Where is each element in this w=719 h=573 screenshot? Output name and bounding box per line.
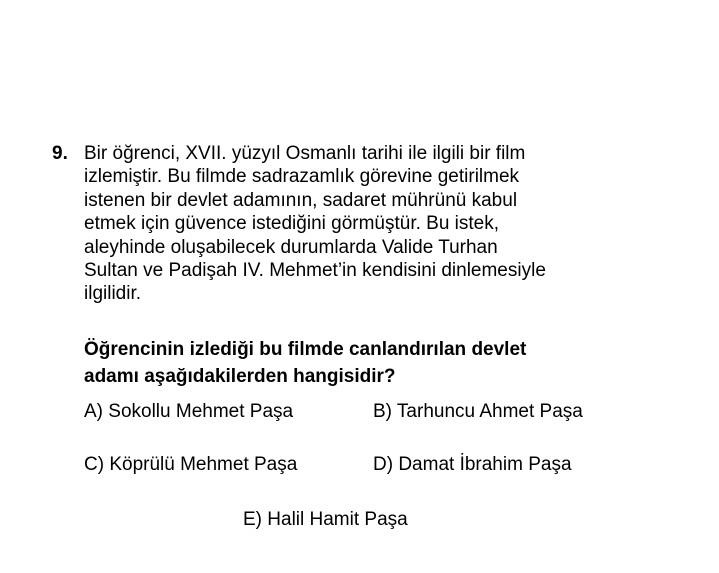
question-stem-line: Öğrencinin izlediği bu filmde canlandırılan devlet	[84, 339, 527, 360]
question-text-line: izlemiştir. Bu filmde sadrazamlık görevine getirilmek	[84, 166, 520, 188]
question-text-line: etmek için güvence istediğini görmüştür. Bu istek,	[84, 213, 500, 235]
question-text-line: ilgilidir.	[84, 283, 142, 305]
question-text	[84, 142, 674, 306]
question-stem-line: adamı aşağıdakilerden hangisidir?	[84, 366, 396, 387]
option-d[interactable]: D) Damat İbrahim Paşa	[373, 454, 572, 475]
question-text-line: aleyhinde oluşabilecek durumlarda Valide Turhan	[84, 236, 498, 258]
question-text-line: Bir öğrenci, XVII. yüzyıl Osmanlı tarihi ile ilgili bir film	[84, 143, 526, 164]
question-stem	[84, 336, 684, 390]
question-text-line: istenen bir devlet adamının, sadaret mührünü kabul	[84, 189, 518, 211]
question-text-line: Sultan ve Padişah IV. Mehmet’in kendisini dinlemesiyle	[84, 260, 546, 282]
option-b[interactable]: B) Tarhuncu Ahmet Paşa	[373, 401, 583, 422]
option-a[interactable]: A) Sokollu Mehmet Paşa	[84, 401, 294, 422]
question-number: 9.	[52, 143, 68, 164]
option-c[interactable]: C) Köprülü Mehmet Paşa	[84, 454, 298, 475]
option-e[interactable]: E) Halil Hamit Paşa	[243, 509, 408, 530]
